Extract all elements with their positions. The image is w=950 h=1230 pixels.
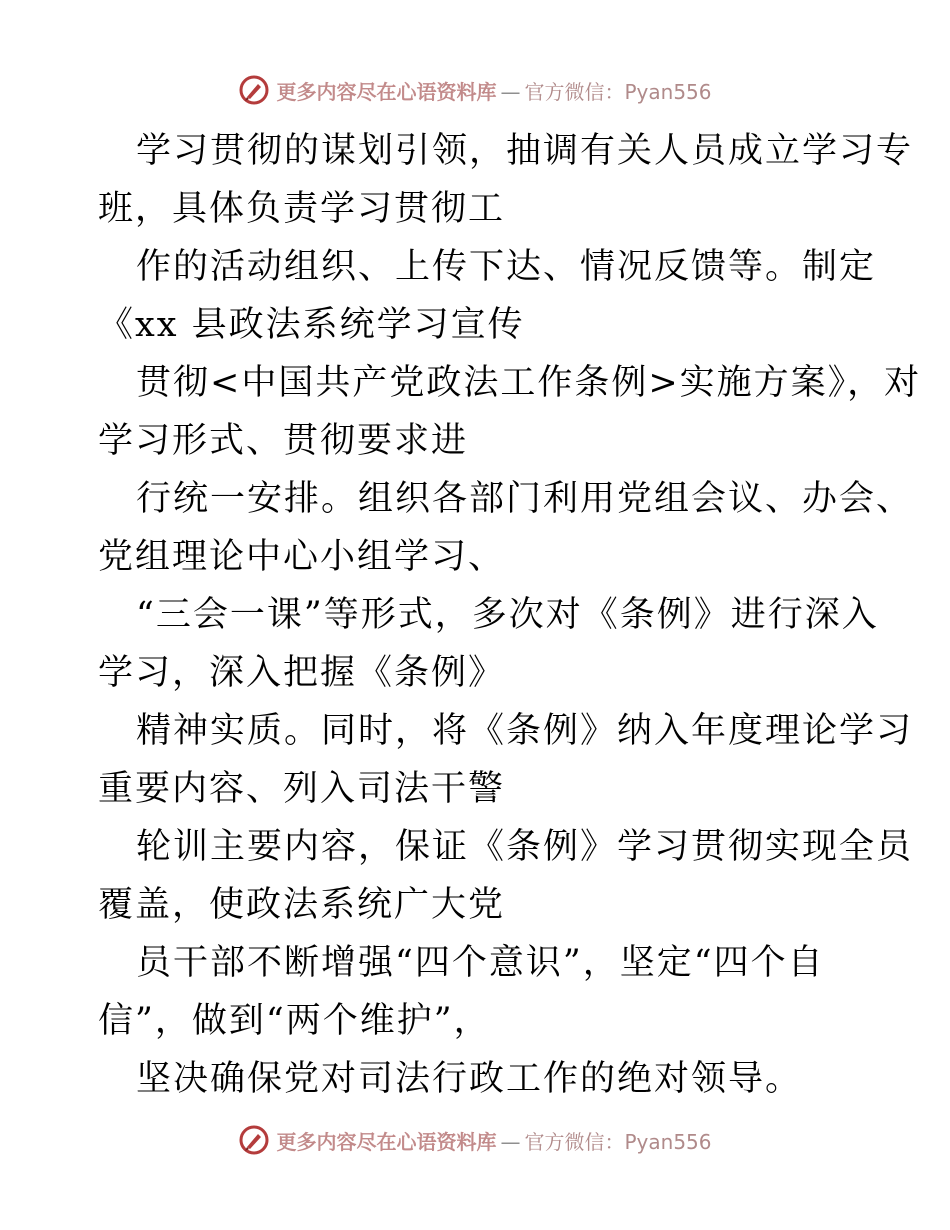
footer-banner: [0, 1122, 950, 1158]
text-line: 行统一安排。组织各部门利用党组会议、办会、: [136, 479, 914, 519]
pen-logo-icon: [238, 74, 270, 106]
banner-wechat-label: 官方微信：: [524, 79, 625, 104]
text-line: 班，具体负责学习贯彻工: [98, 189, 506, 229]
text-line: 作的活动组织、上传下达、情况反馈等。制定: [136, 247, 877, 287]
banner-wechat-label: 官方微信：: [524, 1129, 625, 1154]
banner-wechat-id: Pyan556: [624, 1129, 712, 1154]
text-line: 信”，做到“两个维护”，: [98, 1001, 491, 1041]
banner-separator: —: [500, 1129, 521, 1154]
text-line: “三会一课”等形式，多次对《条例》进行深入: [136, 595, 879, 635]
text-line: 贯彻<中国共产党政法工作条例>实施方案》，对: [136, 363, 922, 403]
banner-main-text: 更多内容尽在心语资料库: [276, 1129, 497, 1154]
banner-separator: —: [500, 79, 521, 104]
document-body: [98, 122, 922, 1108]
text-line: 轮训主要内容，保证《条例》学习贯彻实现全员: [136, 827, 914, 867]
banner-text: [276, 1126, 711, 1155]
text-line: 学习，深入把握《条例》: [98, 653, 506, 693]
text-line: 覆盖，使政法系统广大党: [98, 885, 506, 925]
text-line: 员干部不断增强“四个意识”，坚定“四个自: [136, 943, 825, 983]
banner-main-text: 更多内容尽在心语资料库: [276, 79, 497, 104]
text-line: 《xx 县政法系统学习宣传: [98, 305, 525, 345]
text-line: 学习形式、贯彻要求进: [98, 421, 469, 461]
banner-wechat-id: Pyan556: [624, 79, 712, 104]
text-line: 党组理论中心小组学习、: [98, 537, 506, 577]
text-line: 重要内容、列入司法干警: [98, 769, 506, 809]
pen-logo-icon: [238, 1124, 270, 1156]
text-line: 精神实质。同时，将《条例》纳入年度理论学习: [136, 711, 914, 751]
text-line: 坚决确保党对司法行政工作的绝对领导。: [136, 1059, 803, 1099]
header-banner: [0, 72, 950, 108]
text-line: 学习贯彻的谋划引领，抽调有关人员成立学习专: [136, 131, 914, 171]
banner-text: [276, 76, 711, 105]
